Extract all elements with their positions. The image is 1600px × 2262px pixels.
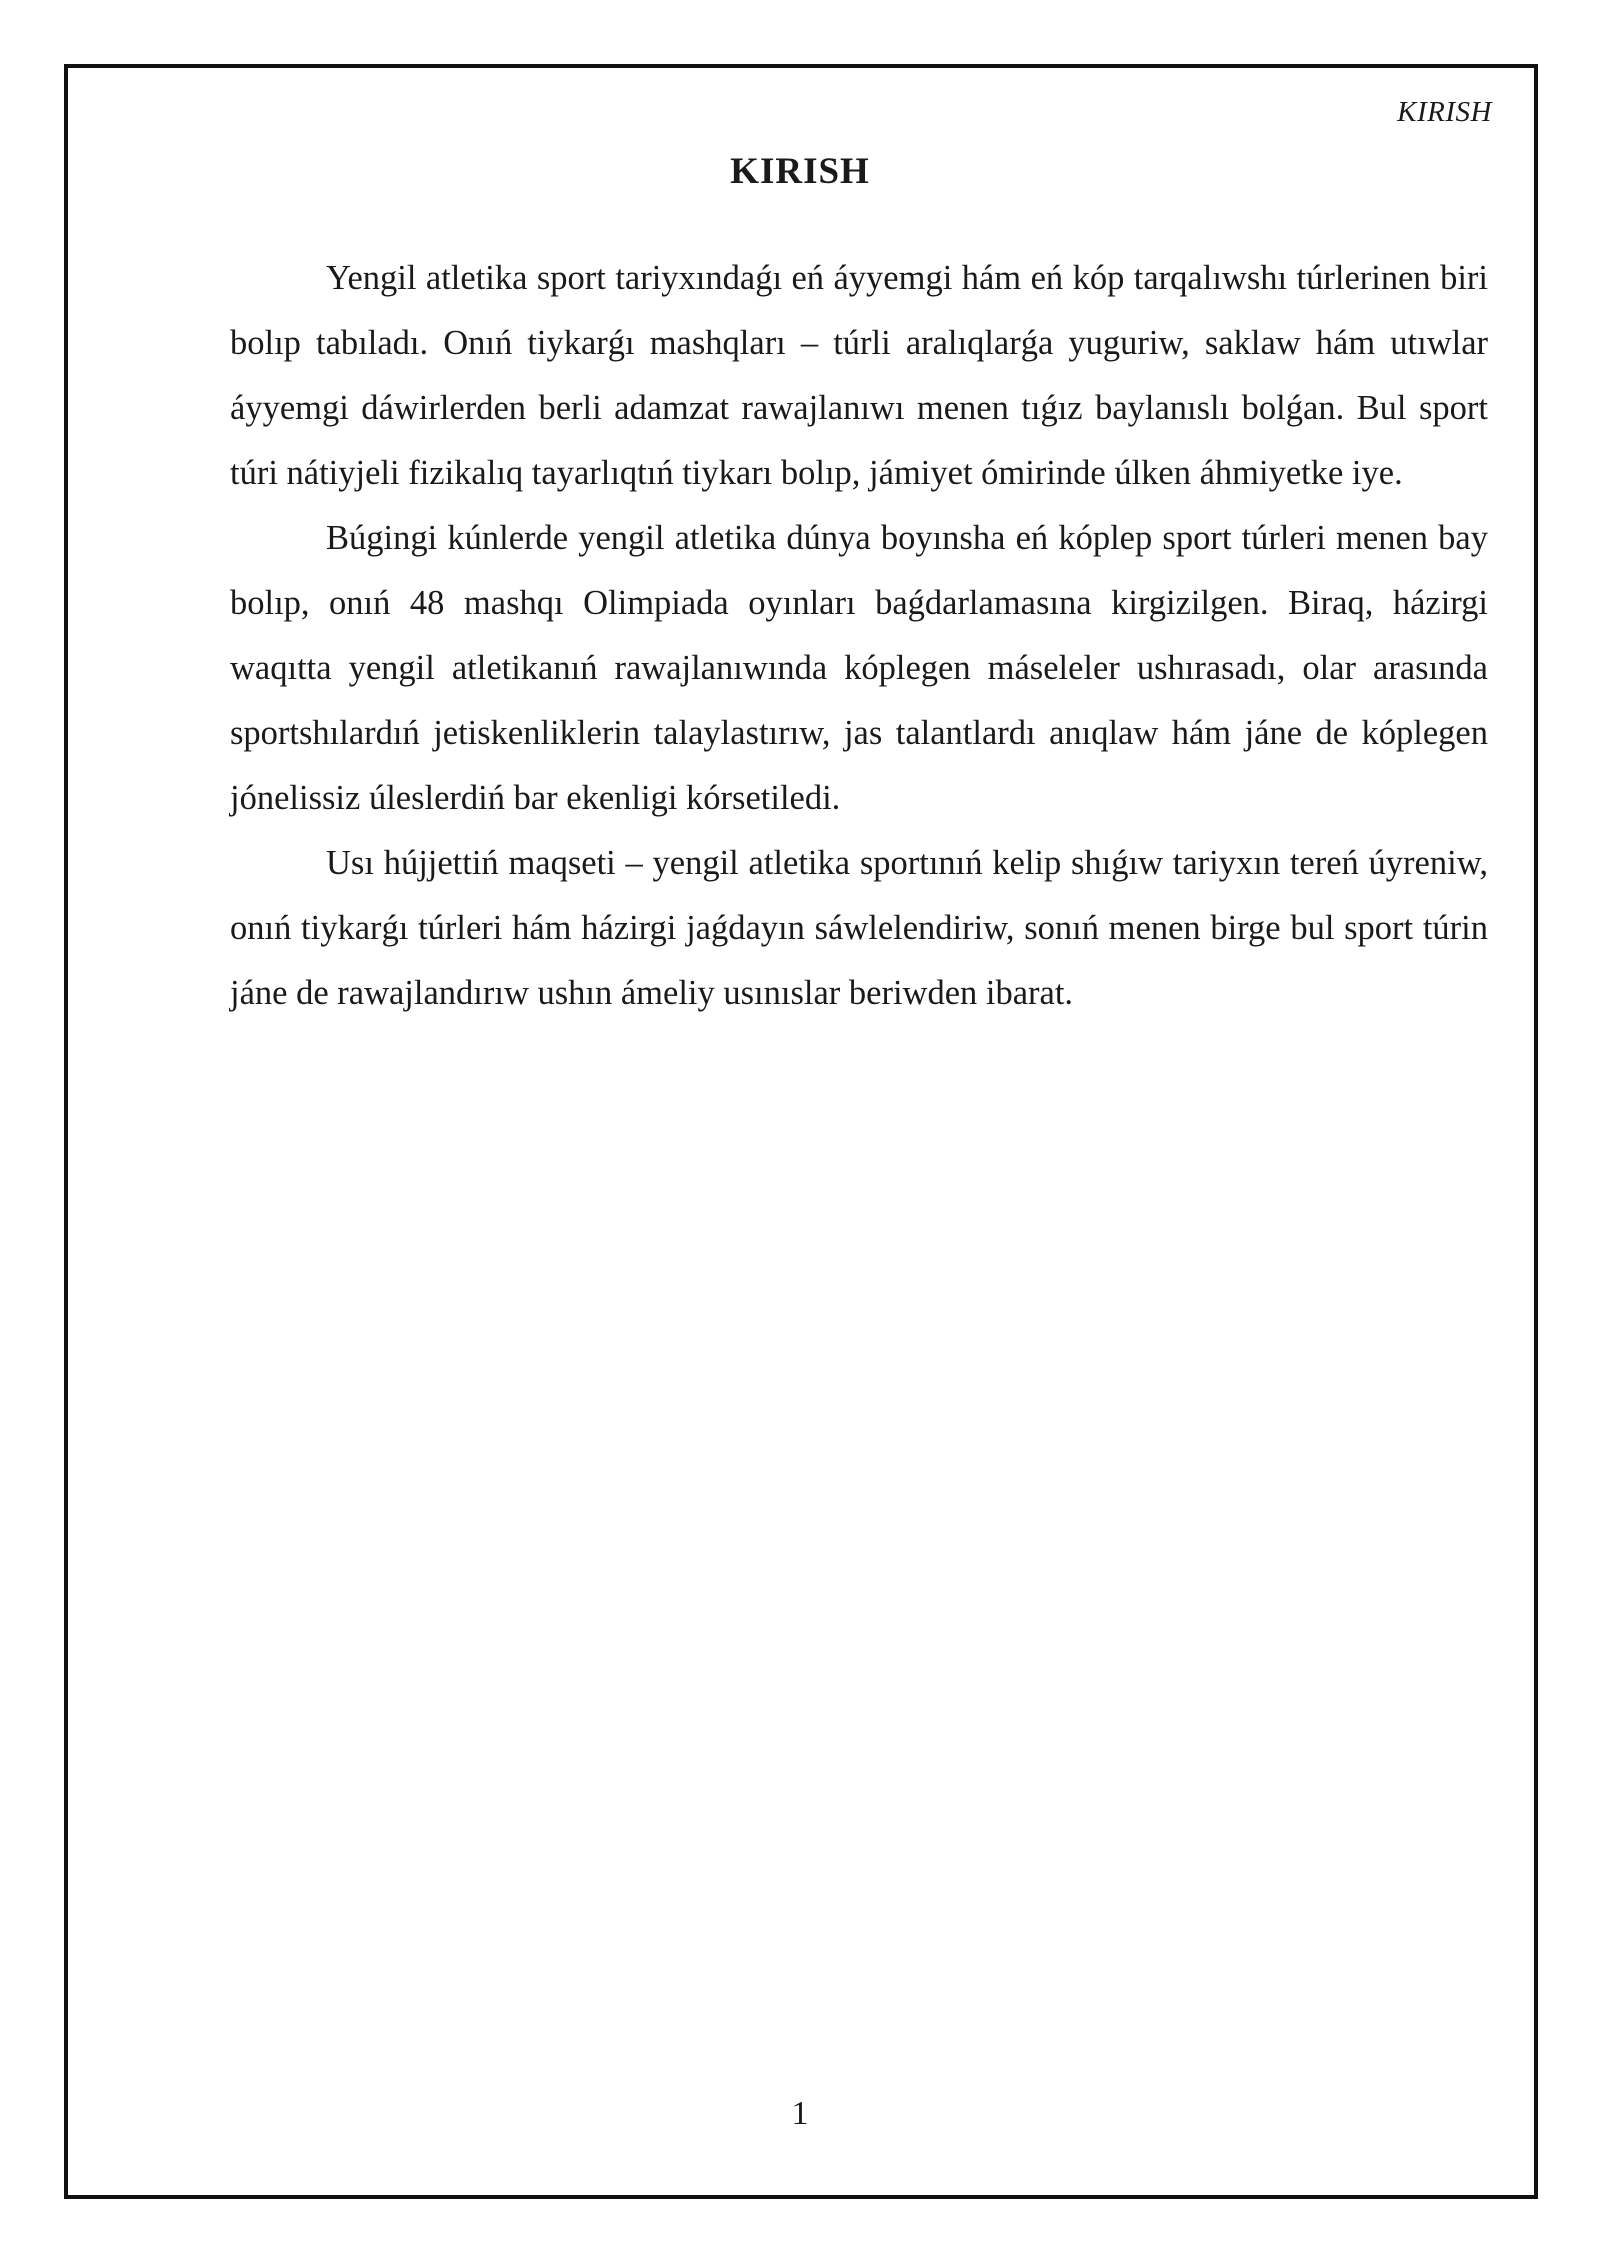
body-text <box>230 246 1488 1026</box>
section-title: KIRISH <box>730 151 870 192</box>
paragraph-3: Usı hújjettiń maqseti – yengil atletika sportınıń kelip shıǵıw tariyxın tereń úyreniw, onıń tiykarǵı túrleri hám házirgi jaǵdayın sáwlelendiriw, sonıń menen birge bul sport túrin jáne de rawajlandırıw ushın ámeliy usınıslar beriwden ibarat. <box>230 844 1488 1012</box>
paragraph-2: Búgingi kúnlerde yengil atletika dúnya boyınsha eń kóplep sport túrleri menen bay bolıp, onıń 48 mashqı Olimpiada oyınları baǵdarlamasına kirgizilgen. Biraq, házirgi waqıtta yengil atletikanıń rawajlanıwında kóplegen máseleler ushırasadı, olar arasında sportshılardıń jetiskenliklerin talaylastırıw, jas talantlardı anıqlaw hám jáne de kóplegen jónelissiz úleslerdiń bar ekenligi kórsetiledi. <box>230 519 1488 817</box>
paragraph-1: Yengil atletika sport tariyxındaǵı eń áyyemgi hám eń kóp tarqalıwshı túrlerinen biri bolıp tabıladı. Onıń tiykarǵı mashqları – túrli aralıqlarǵa yuguriw, saklaw hám utıwlar áyyemgi dáwirlerden berli adamzat rawajlanıwı menen tıǵız baylanıslı bolǵan. Bul sport túri nátiyjeli fizikalıq tayarlıqtıń tiykarı bolıp, jámiyet ómirinde úlken áhmiyetke iye. <box>230 259 1488 492</box>
running-header: KIRISH <box>1397 96 1492 128</box>
page-number: 1 <box>791 2095 809 2132</box>
